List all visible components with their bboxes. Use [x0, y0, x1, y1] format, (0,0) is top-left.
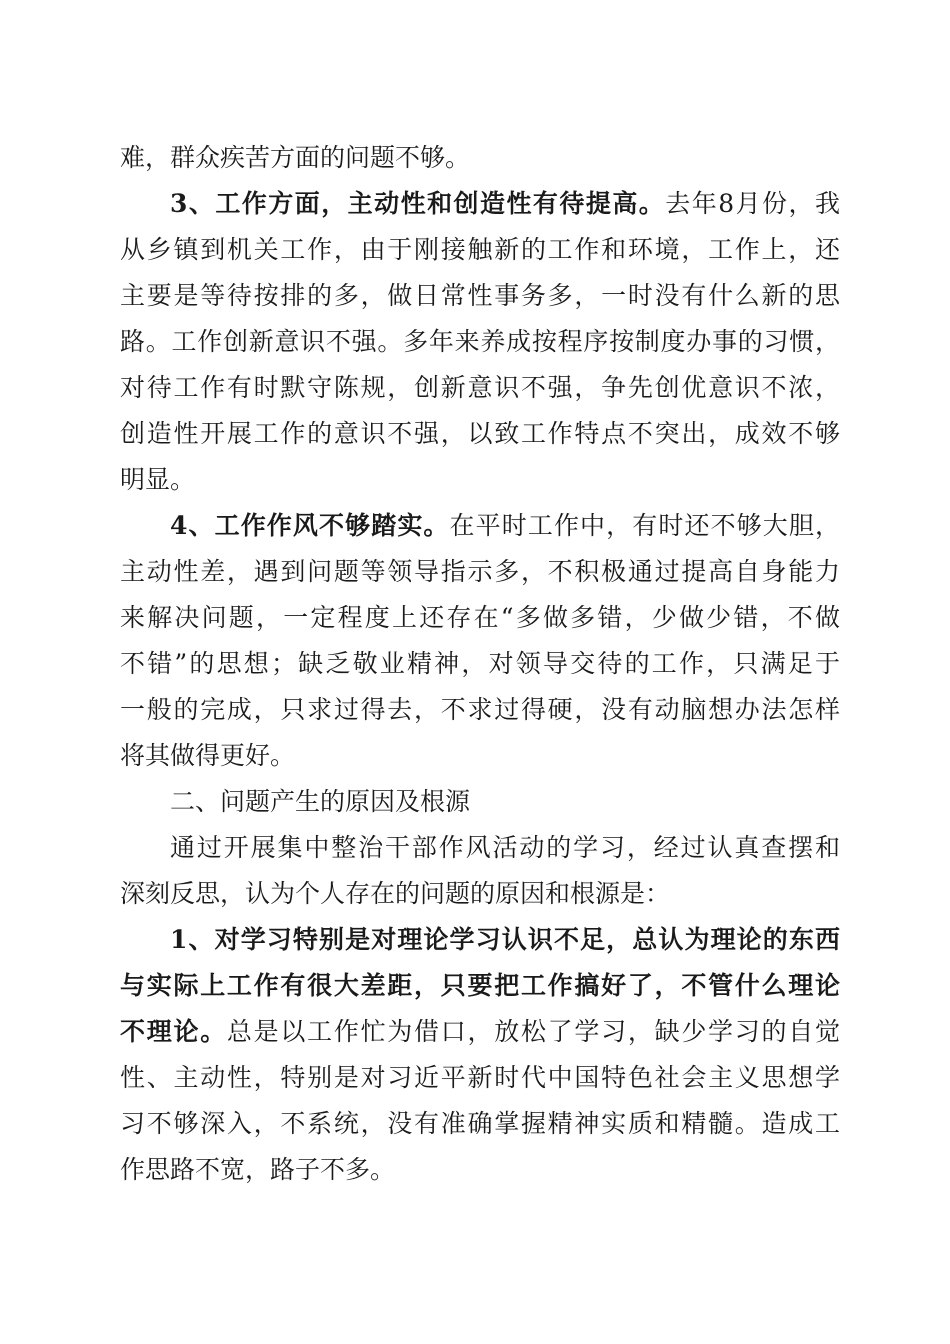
text-line — [120, 1102, 840, 1146]
text-line — [120, 366, 840, 410]
text-segment: 创造性开展工作的意识不强，以致工作特点不突出，成效不够 — [120, 419, 840, 448]
text-line — [120, 734, 840, 778]
text-segment: 从乡镇到机关工作，由于刚接触新的工作和环境，工作上，还 — [120, 235, 840, 264]
text-segment: 性、主动性，特别是对习近平新时代中国特色社会主义思想学 — [120, 1063, 840, 1092]
text-segment: 路。工作创新意识不强。多年来养成按程序按制度办事的习惯， — [120, 327, 840, 356]
text-line — [170, 826, 840, 870]
text-line — [120, 1010, 840, 1054]
text-line — [120, 274, 840, 318]
text-segment: 作思路不宽，路子不多。 — [120, 1155, 396, 1184]
subheading-segment: 4、工作作风不够踏实。 — [170, 511, 450, 540]
section-heading-text: 二、问题产生的原因及根源 — [170, 787, 471, 816]
subheading-segment: 1、对学习特别是对理论学习认识不足，总认为理论的东西 — [170, 925, 840, 954]
text-line — [120, 550, 840, 594]
text-segment: 深刻反思，认为个人存在的问题的原因和根源是： — [120, 879, 671, 908]
subheading-segment: 3、工作方面，主动性和创造性有待提高。 — [170, 189, 666, 218]
subheading-segment: 不理论。 — [120, 1017, 227, 1046]
text-segment: 来解决问题，一定程度上还存在“多做多错，少做少错，不做 — [120, 603, 840, 632]
text-line — [120, 320, 840, 364]
text-line — [120, 458, 840, 502]
text-segment: 主动性差，遇到问题等领导指示多，不积极通过提高自身能力 — [120, 557, 840, 586]
text-line — [170, 504, 840, 548]
text-line — [120, 136, 840, 180]
text-line — [120, 1148, 840, 1192]
text-line — [120, 412, 840, 456]
text-segment: 不错”的思想；缺乏敬业精神，对领导交待的工作，只满足于 — [120, 649, 840, 678]
text-line — [170, 918, 840, 962]
text-segment: 习不够深入，不系统，没有准确掌握精神实质和精髓。造成工 — [120, 1109, 840, 1138]
text-line — [120, 228, 840, 272]
text-segment: 总是以工作忙为借口，放松了学习，缺少学习的自觉 — [226, 1017, 840, 1046]
text-line — [120, 642, 840, 686]
text-line — [170, 182, 840, 226]
text-line — [120, 688, 840, 732]
text-line — [120, 596, 840, 640]
section-heading — [170, 780, 840, 824]
text-segment: 一般的完成，只求过得去，不求过得硬，没有动脑想办法怎样 — [120, 695, 840, 724]
text-line — [120, 872, 840, 916]
text-segment: 明显。 — [120, 465, 196, 494]
text-segment: 去年8月份，我 — [665, 189, 840, 218]
text-segment: 难，群众疾苦方面的问题不够。 — [120, 143, 471, 172]
text-line — [120, 1056, 840, 1100]
text-segment: 主要是等待按排的多，做日常性事务多，一时没有什么新的思 — [120, 281, 840, 310]
text-segment: 对待工作有时默守陈规，创新意识不强，争先创优意识不浓， — [120, 373, 840, 402]
text-line — [120, 964, 840, 1008]
subheading-segment: 与实际上工作有很大差距，只要把工作搞好了，不管什么理论 — [120, 971, 840, 1000]
text-segment: 在平时工作中，有时还不够大胆， — [449, 511, 840, 540]
text-segment: 通过开展集中整治干部作风活动的学习，经过认真查摆和 — [170, 833, 840, 862]
text-segment: 将其做得更好。 — [120, 741, 296, 770]
